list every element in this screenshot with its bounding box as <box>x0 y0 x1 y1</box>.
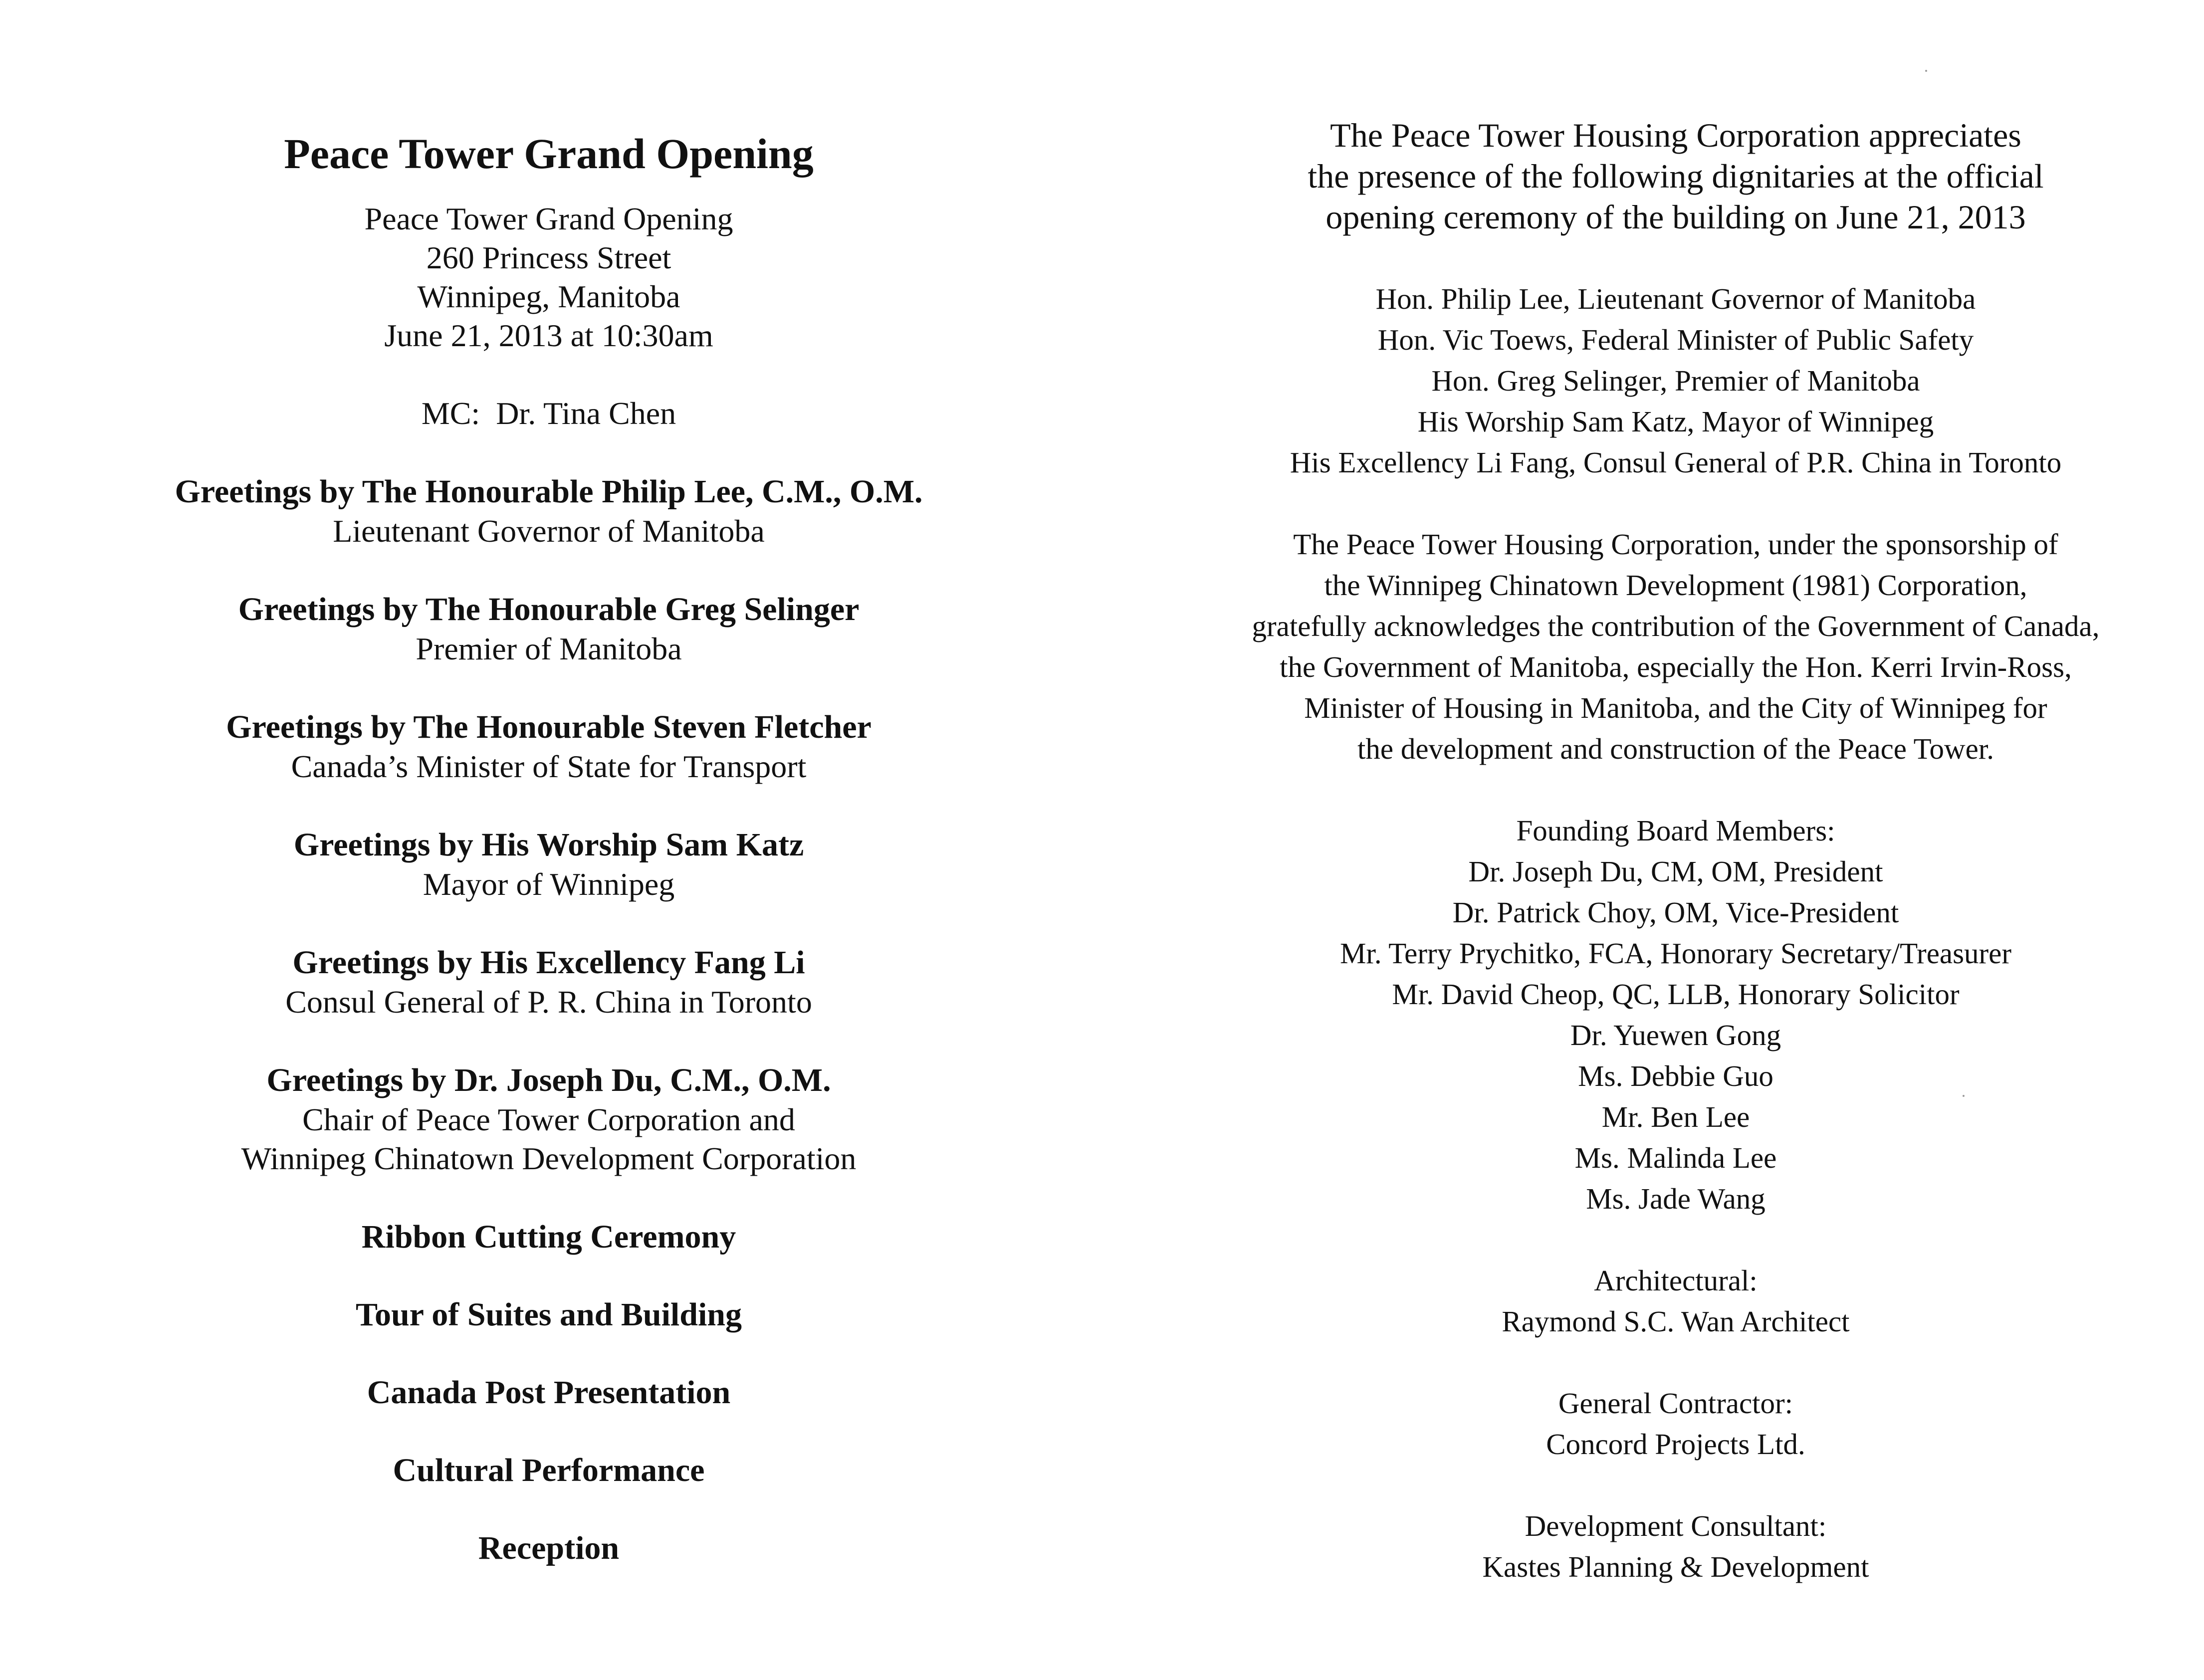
greeting-speaker: Greetings by His Excellency Fang Li <box>292 944 805 981</box>
event-info-line: Winnipeg, Manitoba <box>417 279 680 314</box>
greeting-role: Consul General of P. R. China in Toronto <box>285 984 812 1020</box>
credit-value: Kastes Planning & Development <box>1482 1550 1869 1583</box>
board-member: Mr. David Cheop, QC, LLB, Honorary Solicitor <box>1392 978 1960 1011</box>
greeting-role: Premier of Manitoba <box>416 631 682 666</box>
greeting-speaker: Greetings by The Honourable Philip Lee, C.M., O.M. <box>175 473 923 510</box>
dignitary: His Excellency Li Fang, Consul General of P.R. China in Toronto <box>1290 446 2062 479</box>
intro-paragraph <box>1172 115 2180 237</box>
greeting-item <box>30 825 1068 904</box>
board-members <box>1172 810 2180 1219</box>
board-member: Ms. Jade Wang <box>1586 1182 1765 1215</box>
acknowledgement-line: Minister of Housing in Manitoba, and the City of Winnipeg for <box>1304 691 2047 724</box>
greeting-role: Lieutenant Governor of Manitoba <box>333 513 765 549</box>
mc-block <box>30 394 1068 433</box>
acknowledgement-line: the development and construction of the Peace Tower. <box>1357 732 1994 765</box>
credit-development-consultant <box>1172 1505 2180 1587</box>
program-event: Ribbon Cutting Ceremony <box>361 1219 736 1255</box>
program-event: Cultural Performance <box>393 1452 705 1488</box>
event-info-line: June 21, 2013 at 10:30am <box>384 318 713 353</box>
dignitary: Hon. Greg Selinger, Premier of Manitoba <box>1431 364 1920 397</box>
greeting-speaker: Greetings by The Honourable Greg Selinger <box>238 591 860 628</box>
dignitaries-list <box>1172 278 2180 483</box>
right-page <box>1102 0 2204 1680</box>
paper-speck <box>1925 70 1927 72</box>
mc-line: MC: Dr. Tina Chen <box>421 396 676 431</box>
event-info <box>30 200 1068 355</box>
board-member: Mr. Ben Lee <box>1601 1100 1750 1133</box>
greeting-item <box>30 590 1068 668</box>
program-event: Canada Post Presentation <box>367 1374 731 1411</box>
greeting-speaker: Greetings by Dr. Joseph Du, C.M., O.M. <box>266 1062 831 1098</box>
greeting-speaker: Greetings by The Honourable Steven Fletcher <box>226 709 872 745</box>
program-event: Tour of Suites and Building <box>355 1296 742 1333</box>
dignitary: Hon. Vic Toews, Federal Minister of Public Safety <box>1377 323 1974 356</box>
greeting-role: Canada’s Minister of State for Transport <box>291 749 807 784</box>
acknowledgement-line: gratefully acknowledges the contribution of the Government of Canada, <box>1252 610 2100 642</box>
intro-line: the presence of the following dignitaries at the official <box>1308 157 2044 195</box>
greeting-role: Mayor of Winnipeg <box>423 866 675 902</box>
acknowledgement-paragraph <box>1172 524 2180 769</box>
board-member: Dr. Yuewen Gong <box>1570 1019 1781 1051</box>
credit-general-contractor <box>1172 1383 2180 1465</box>
greeting-item <box>30 943 1068 1022</box>
event-info-line: 260 Princess Street <box>426 240 671 275</box>
greeting-item <box>30 1060 1068 1178</box>
greeting-item <box>30 707 1068 786</box>
dignitary: Hon. Philip Lee, Lieutenant Governor of Manitoba <box>1375 282 1976 315</box>
credit-architectural <box>1172 1260 2180 1342</box>
credit-value: Concord Projects Ltd. <box>1546 1428 1805 1461</box>
credit-value: Raymond S.C. Wan Architect <box>1502 1305 1850 1338</box>
board-member: Dr. Patrick Choy, OM, Vice-President <box>1452 896 1899 929</box>
board-member: Ms. Malinda Lee <box>1574 1141 1777 1174</box>
credit-label: Architectural: <box>1594 1264 1758 1297</box>
acknowledgement-line: the Government of Manitoba, especially the Hon. Kerri Irvin-Ross, <box>1280 650 2072 683</box>
board-member: Mr. Terry Prychitko, FCA, Honorary Secretary/Treasurer <box>1339 937 2012 970</box>
board-heading: Founding Board Members: <box>1516 814 1835 847</box>
greeting-speaker: Greetings by His Worship Sam Katz <box>293 827 804 863</box>
program-column <box>30 129 1068 1606</box>
intro-line: opening ceremony of the building on June 21, 2013 <box>1325 198 2026 236</box>
intro-line: The Peace Tower Housing Corporation appreciates <box>1330 116 2021 154</box>
greeting-item <box>30 472 1068 551</box>
credit-label: General Contractor: <box>1558 1387 1793 1420</box>
acknowledgement-line: The Peace Tower Housing Corporation, under the sponsorship of <box>1293 528 2058 561</box>
credit-label: Development Consultant: <box>1525 1509 1827 1542</box>
board-member: Ms. Debbie Guo <box>1578 1059 1773 1092</box>
program-event: Reception <box>478 1530 620 1566</box>
paper-speck <box>1963 1095 1965 1097</box>
acknowledgements-column <box>1172 115 2180 1628</box>
program-title: Peace Tower Grand Opening <box>284 130 814 178</box>
board-member: Dr. Joseph Du, CM, OM, President <box>1468 855 1883 888</box>
event-info-line: Peace Tower Grand Opening <box>364 201 733 236</box>
dignitary: His Worship Sam Katz, Mayor of Winnipeg <box>1417 405 1934 438</box>
greeting-role: Winnipeg Chinatown Development Corporation <box>241 1141 857 1176</box>
acknowledgement-line: the Winnipeg Chinatown Development (1981) Corporation, <box>1324 569 2027 602</box>
greeting-role: Chair of Peace Tower Corporation and <box>302 1102 795 1137</box>
